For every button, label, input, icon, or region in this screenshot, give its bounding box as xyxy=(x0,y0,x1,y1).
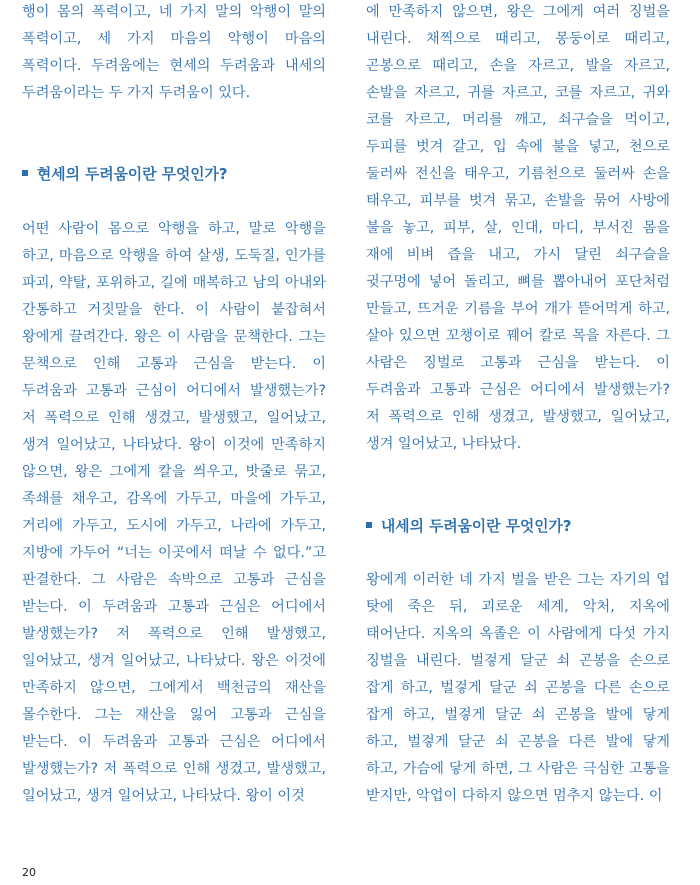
left-column xyxy=(22,0,326,810)
heading-text: 내세의 두려움이란 무엇인가? xyxy=(381,518,572,535)
heading-text: 현세의 두려움이란 무엇인가? xyxy=(37,166,228,183)
body-paragraph: 에 만족하지 않으면, 왕은 그에게 여러 징벌을 내린다. 채찍으로 때리고, 몽둥이로 때리고, 곤봉으로 때리고, 손을 자르고, 발을 자르고, 손발을 자르고, 귀를 자르고, 코를 자르고, 귀와 코를 자르고, 머리를 깨고, 쇠구슬을 먹이고, 두피를 벗겨 갈고, 입 속에 불을 넣고, 천으로 둘러싸 전신을 태우고, 기름천으로 둘러싸 손을 태우고, 피부를 벗겨 묶고, 손발을 묶어 사방에 불을 놓고, 피부, 살, 인대, 마디, 부서진 몸을 재에 비벼 즙을 내고, 가시 달린 쇠구슬을 귓구멍에 넣어 돌리고, 뼈를 뽑아내어 포단처럼 만들고, 뜨거운 기름을 부어 개가 뜯어먹게 하고, 살아 있으면 꼬챙이로 꿰어 칼로 목을 자른다. 그 사람은 징벌로 고통과 근심을 받는다. 이 두려움과 고통과 근심은 어디에서 발생했는가? 저 폭력으로 인해 생겼고, 발생했고, 일어났고, 생겨 일어났고, 나타났다. xyxy=(366,4,670,452)
section-heading-afterlife-fear xyxy=(366,513,670,540)
body-paragraph: 어떤 사람이 몸으로 악행을 하고, 말로 악행을 하고, 마음으로 악행을 하여 살생, 도둑질, 인가를 파괴, 약탈, 포위하고, 길에 매복하고 남의 아내와 간통하고 거짓말을 한다. 이 사람이 붙잡혀서 왕에게 끌려간다. 왕은 이 사람을 문책한다. 그는 문책으로 인해 고통과 근심을 받는다. 이 두려움과 고통과 근심이 어디에서 발생했는가? 저 폭력으로 인해 생겼고, 발생했고, 일어났고, 생겨 일어났고, 나타났다. 왕이 이것에 만족하지 않으면, 왕은 그에게 칼을 씌우고, 밧줄로 묶고, 족쇄를 채우고, 감옥에 가두고, 마을에 가두고, 거리에 가두고, 도시에 가두고, 나라에 가두고, 지방에 가두어 “너는 이곳에서 떠날 수 없다.”고 판결한다. 그 사람은 속박으로 고통과 근심을 받는다. 이 두려움과 고통과 근심은 어디에서 발생했는가? 저 폭력으로 인해 발생했고, 일어났고, 생겨 일어났고, 나타났다. 왕은 이것에 만족하지 않으면, 그에게서 백천금의 재산을 몰수한다. 그는 재산을 잃어 고통과 근심을 받는다. 이 두려움과 고통과 근심은 어디에서 발생했는가? 저 폭력으로 인해 생겼고, 발생했고, 일어났고, 생겨 일어났고, 나타났다. 왕이 이것 xyxy=(22,221,326,804)
right-column xyxy=(366,0,670,810)
section-heading-present-fear xyxy=(22,161,326,188)
square-bullet-icon xyxy=(366,522,372,528)
body-paragraph: 왕에게 이러한 네 가지 벌을 받은 그는 자기의 업 탓에 죽은 뒤, 괴로운 세계, 악처, 지옥에 태어난다. 지옥의 옥졸은 이 사람에게 다섯 가지 징벌을 내린다. 벌겋게 달군 쇠 곤봉을 손으로 잡게 하고, 벌겋게 달군 쇠 곤봉을 다른 손으로 잡게 하고, 벌겋게 달군 쇠 곤봉을 발에 닿게 하고, 벌겋게 달군 쇠 곤봉을 다른 발에 닿게 하고, 가슴에 닿게 하면, 그 사람은 극심한 고통을 받지만, 악업이 다하지 않으면 멈추지 않는다. 이 xyxy=(366,572,670,804)
square-bullet-icon xyxy=(22,170,28,176)
intro-paragraph: 행이 몸의 폭력이고, 네 가지 말의 악행이 말의 폭력이고, 세 가지 마음의 악행이 마음의 폭력이다. 두려움에는 현세의 두려움과 내세의 두려움이라는 두 가지 두려움이 있다. xyxy=(22,4,326,101)
page-number: 20 xyxy=(22,866,36,879)
